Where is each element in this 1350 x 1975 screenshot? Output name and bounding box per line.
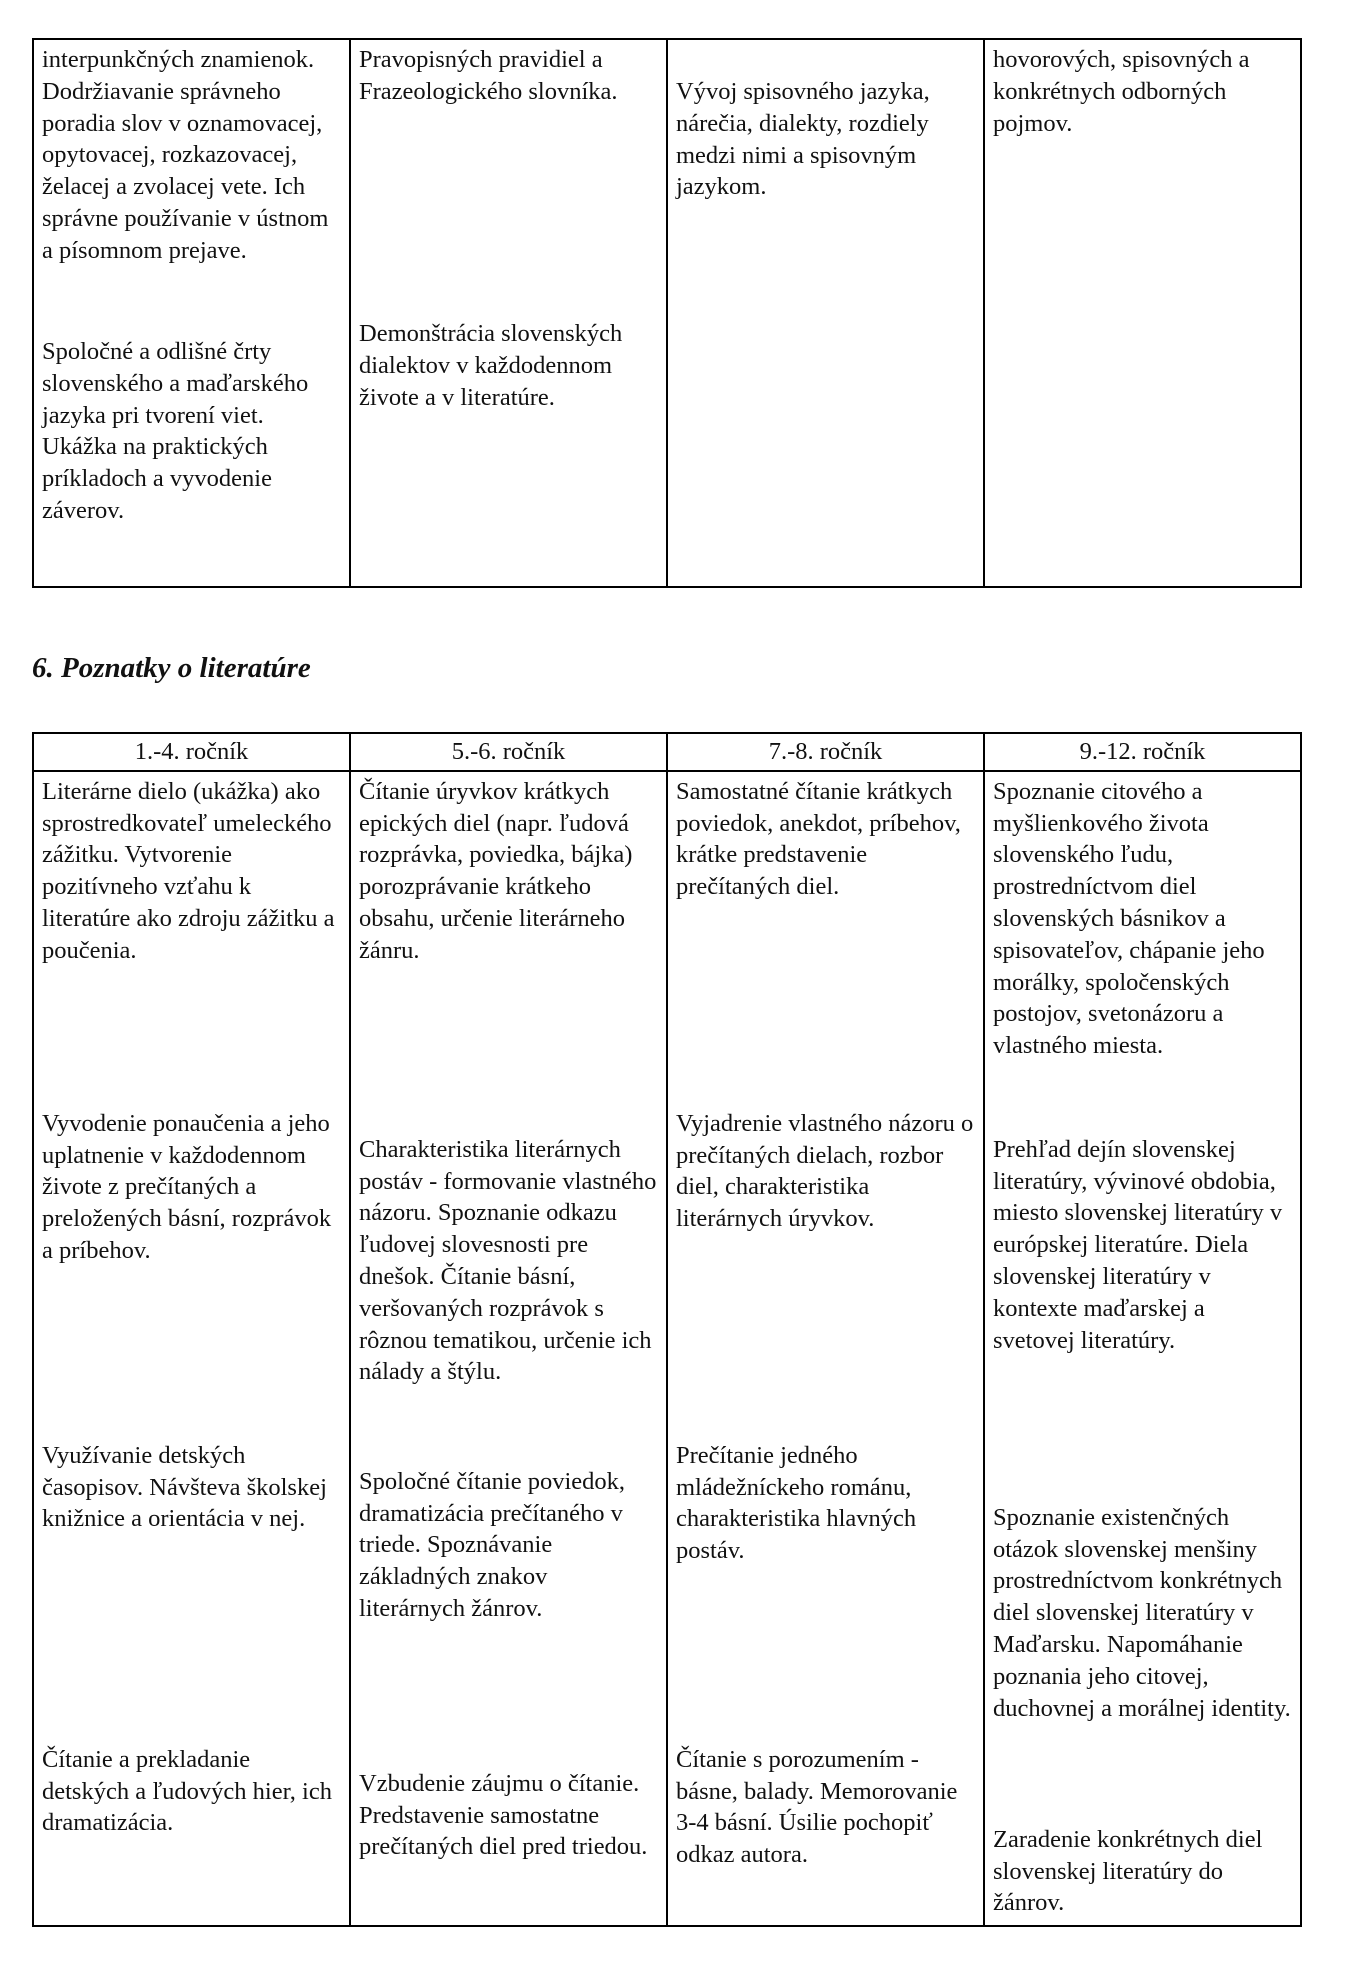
- header-cell: 9.-12. ročník: [984, 733, 1301, 771]
- table-cell: [350, 39, 667, 587]
- cell-text: hovorových, spisovných a konkrétnych odborných pojmov.: [993, 46, 1250, 137]
- literature-table-wrapper: [32, 732, 1302, 1927]
- table-row: [33, 39, 1301, 587]
- cell-text: Prehľad dejín slovenskej literatúry, vývinové obdobia, miesto slovenskej literatúry v európskej literatúre. Diela slovenskej literatúry v kontexte maďarskej a svetovej literatúry.: [993, 1135, 1283, 1354]
- cell-text: Vyjadrenie vlastného názoru o prečítaných dielach, rozbor diel, charakteristika literárnych úryvkov.: [676, 1109, 974, 1233]
- top-table: [32, 38, 1302, 588]
- cell-text: Prečítanie jedného mládežníckeho románu, charakteristika hlavných postáv.: [676, 1441, 917, 1565]
- cell-text: Čítanie s porozumením - básne, balady. Memorovanie 3-4 básní. Úsilie pochopiť odkaz autora.: [676, 1745, 958, 1869]
- table-row: [33, 771, 1301, 1926]
- cell-text: Spoznanie existenčných otázok slovenskej menšiny prostredníctvom konkrétnych diel slovenskej literatúry v Maďarsku. Napomáhanie poznania jeho citovej, duchovnej a morálnej identity.: [993, 1503, 1291, 1722]
- cell-text: Vývoj spisovného jazyka, nárečia, dialekty, rozdiely medzi nimi a spisovným jazykom.: [676, 78, 930, 201]
- header-cell: 7.-8. ročník: [667, 733, 984, 771]
- table-cell: [667, 771, 984, 1926]
- table-cell: [33, 771, 350, 1926]
- cell-text: Charakteristika literárnych postáv - formovanie vlastného názoru. Spoznanie odkazu ľudovej slovesnosti pre dnešok. Čítanie básní, veršovaných rozprávok s rôznou tematikou, určenie ich nálady a štýlu.: [359, 1135, 657, 1386]
- cell-text: Využívanie detských časopisov. Návšteva školskej knižnice a orientácia v nej.: [42, 1441, 327, 1533]
- cell-text: Zaradenie konkrétnych diel slovenskej literatúry do žánrov.: [993, 1825, 1263, 1917]
- cell-text: Spoločné čítanie poviedok, dramatizácia prečítaného v triede. Spoznávanie základných znakov literárnych žánrov.: [359, 1467, 626, 1622]
- table-cell: [350, 771, 667, 1926]
- cell-text: Samostatné čítanie krátkych poviedok, anekdot, príbehov, krátke predstavenie prečítaných diel.: [676, 777, 961, 901]
- header-row: [33, 733, 1301, 771]
- cell-text: Čítanie a prekladanie detských a ľudových hier, ich dramatizácia.: [42, 1745, 332, 1837]
- table-cell: [33, 39, 350, 587]
- table-cell: [984, 39, 1301, 587]
- section-title: 6. Poznatky o literatúre: [32, 652, 311, 684]
- cell-text: Literárne dielo (ukážka) ako sprostredkovateľ umeleckého zážitku. Vytvorenie pozitívneho vzťahu k literatúre ako zdroju zážitku a poučenia.: [42, 777, 335, 964]
- cell-text: Vyvodenie ponaučenia a jeho uplatnenie v každodennom živote z prečítaných a preložených básní, rozprávok a príbehov.: [42, 1109, 332, 1264]
- table-cell: [667, 39, 984, 587]
- cell-text: Spoločné a odlišné črty slovenského a maďarského jazyka pri tvorení viet. Ukážka na praktických príkladoch a vyvodenie záverov.: [42, 338, 309, 524]
- cell-text: Demonštrácia slovenských dialektov v každodennom živote a v literatúre.: [359, 320, 623, 411]
- header-cell: 5.-6. ročník: [350, 733, 667, 771]
- cell-text: Spoznanie citového a myšlienkového života slovenského ľudu, prostredníctvom diel slovenských básnikov a spisovateľov, chápanie jeho morálky, spoločenských postojov, svetonázoru a vlastného miesta.: [993, 777, 1265, 1060]
- literature-table: [32, 732, 1302, 1927]
- top-table-wrapper: [32, 38, 1302, 588]
- cell-text: Vzbudenie záujmu o čítanie. Predstavenie samostatne prečítaných diel pred triedou.: [359, 1769, 648, 1861]
- cell-text: Pravopisných pravidiel a Frazeologického slovníka.: [359, 46, 618, 105]
- cell-text: interpunkčných znamienok. Dodržiavanie správneho poradia slov v oznamovacej, opytovacej, rozkazovacej, želacej a zvolacej vete. Ich správne používanie v ústnom a písomnom prejave.: [42, 46, 329, 264]
- cell-text: Čítanie úryvkov krátkych epických diel (napr. ľudová rozprávka, poviedka, bájka) porozprávanie krátkeho obsahu, určenie literárneho žánru.: [359, 777, 633, 964]
- table-cell: [984, 771, 1301, 1926]
- header-cell: 1.-4. ročník: [33, 733, 350, 771]
